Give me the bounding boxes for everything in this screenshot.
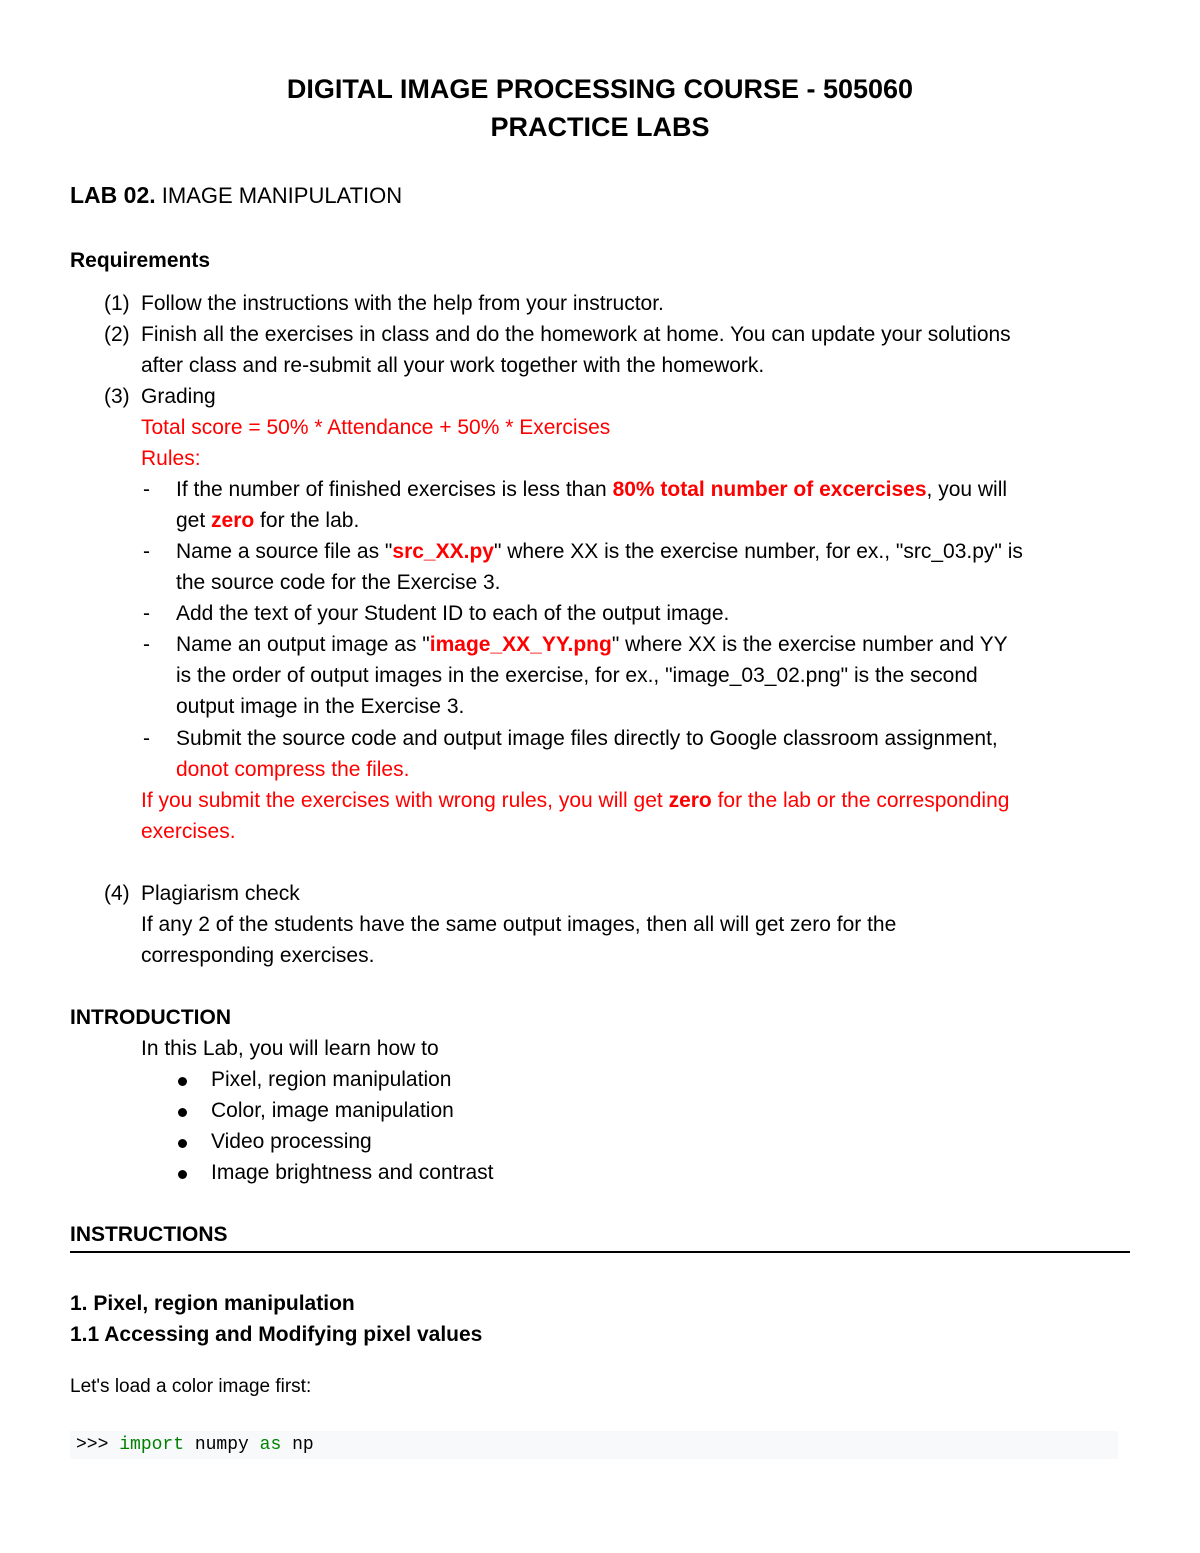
rule-1-zero: zero	[211, 509, 255, 532]
rule-2-line2: the source code for the Exercise 3.	[176, 571, 501, 594]
code-keyword-as: as	[259, 1435, 282, 1455]
rule-5: Submit the source code and output image files directly to Google classroom assignment,	[176, 727, 998, 750]
rule-1	[176, 478, 1007, 502]
rule-dash-4: -	[143, 633, 150, 656]
requirement-text-1: Follow the instructions with the help from your instructor.	[141, 292, 664, 315]
rule-4-pre: Name an output image as "	[176, 633, 430, 656]
requirements-heading: Requirements	[70, 249, 211, 272]
warning-pre: If you submit the exercises with wrong rules, you will get	[141, 789, 669, 812]
rule-4-filename: image_XX_YY.png	[429, 633, 612, 656]
rule-2-filename: src_XX.py	[392, 540, 494, 563]
rule-1-line2	[176, 509, 359, 533]
rule-1-line2-post: for the lab.	[254, 509, 360, 532]
rule-dash-5: -	[143, 727, 150, 750]
plagiarism-label: Plagiarism check	[141, 882, 300, 905]
section-divider	[70, 1251, 1130, 1253]
code-module: numpy	[184, 1435, 260, 1455]
intro-bullet-3: Video processing	[211, 1130, 372, 1153]
rule-4-line2: is the order of output images in the exercise, for ex., "image_03_02.png" is the second	[176, 664, 978, 687]
lab-name: IMAGE MANIPULATION	[155, 183, 403, 208]
plagiarism-text: If any 2 of the students have the same output images, then all will get zero for the	[141, 913, 897, 936]
rule-4-line3: output image in the Exercise 3.	[176, 695, 465, 718]
instructions-heading: INSTRUCTIONS	[70, 1223, 228, 1246]
code-block	[70, 1431, 1118, 1459]
intro-bullet-2: Color, image manipulation	[211, 1099, 454, 1122]
bullet-icon	[178, 1170, 187, 1179]
rule-dash-1: -	[143, 478, 150, 501]
rule-1-pre: If the number of finished exercises is less than	[176, 478, 613, 501]
rule-dash-2: -	[143, 540, 150, 563]
rule-dash-3: -	[143, 602, 150, 625]
bullet-icon	[178, 1139, 187, 1148]
lab-heading	[70, 182, 402, 209]
section-1-1-heading: 1.1 Accessing and Modifying pixel values	[70, 1323, 483, 1346]
requirement-number-2: (2)	[104, 323, 130, 346]
rules-warning	[141, 789, 1009, 813]
rule-4-post: " where XX is the exercise number and YY	[611, 633, 1008, 656]
rule-5-line2: donot compress the files.	[176, 758, 410, 781]
code-prompt: >>>	[76, 1435, 120, 1455]
rule-3: Add the text of your Student ID to each of the output image.	[176, 602, 730, 625]
requirement-number-3: (3)	[104, 385, 130, 408]
rule-1-line2-pre: get	[176, 509, 212, 532]
requirement-text-2: Finish all the exercises in class and do the homework at home. You can update your solutions	[141, 323, 1011, 346]
requirement-number-4: (4)	[104, 882, 130, 905]
document-title: DIGITAL IMAGE PROCESSING COURSE - 505060	[286, 74, 914, 104]
introduction-lead: In this Lab, you will learn how to	[141, 1037, 439, 1060]
document-subtitle: PRACTICE LABS	[490, 112, 710, 142]
rule-4	[176, 633, 1008, 657]
intro-bullet-4: Image brightness and contrast	[211, 1161, 494, 1184]
section-intro-text: Let's load a color image first:	[70, 1376, 312, 1397]
introduction-heading: INTRODUCTION	[70, 1006, 231, 1029]
rule-2-pre: Name a source file as "	[176, 540, 393, 563]
warning-post: for the lab or the corresponding	[711, 789, 1010, 812]
requirement-text-2b: after class and re-submit all your work together with the homework.	[141, 354, 765, 377]
rule-2-post: " where XX is the exercise number, for ex., "src_03.py" is	[493, 540, 1023, 563]
requirement-number-1: (1)	[104, 292, 130, 315]
section-1-heading: 1. Pixel, region manipulation	[70, 1292, 355, 1315]
rule-1-threshold: 80% total number of excercises	[612, 478, 927, 501]
rule-1-post: , you will	[926, 478, 1008, 501]
bullet-icon	[178, 1108, 187, 1117]
rules-label: Rules:	[141, 447, 201, 470]
warning-zero: zero	[668, 789, 712, 812]
lab-number: LAB 02.	[70, 182, 156, 208]
rules-warning-line2: exercises.	[141, 820, 236, 843]
rule-2	[176, 540, 1023, 564]
code-alias: np	[281, 1435, 314, 1455]
code-keyword-import: import	[119, 1435, 185, 1455]
grading-label: Grading	[141, 385, 216, 408]
total-score-formula: Total score = 50% * Attendance + 50% * Exercises	[141, 416, 611, 439]
intro-bullet-1: Pixel, region manipulation	[211, 1068, 452, 1091]
plagiarism-text-line2: corresponding exercises.	[141, 944, 375, 967]
bullet-icon	[178, 1077, 187, 1086]
